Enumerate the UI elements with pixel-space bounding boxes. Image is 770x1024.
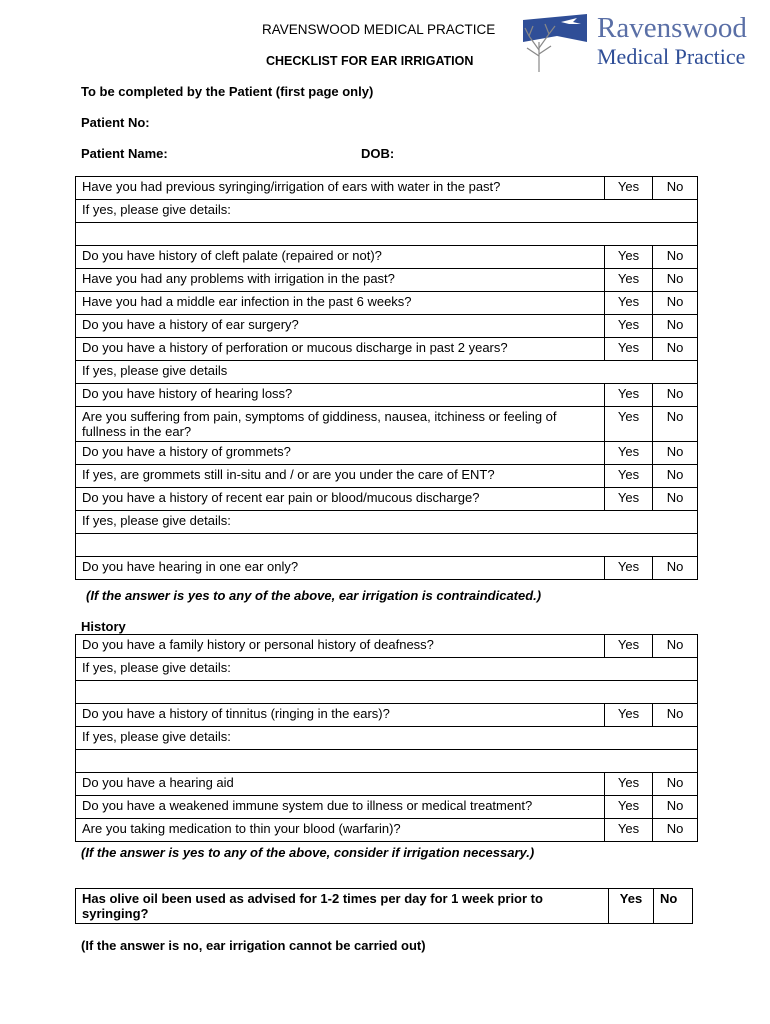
table-row <box>76 246 698 269</box>
yes-option[interactable]: Yes <box>605 292 653 315</box>
yes-option[interactable]: Yes <box>605 246 653 269</box>
question-text: Do you have history of hearing loss? <box>76 384 605 407</box>
table-row <box>76 750 698 773</box>
question-text: Do you have a history of perforation or mucous discharge in past 2 years? <box>76 338 605 361</box>
question-text: Do you have a history of grommets? <box>76 442 605 465</box>
table-row <box>76 704 698 727</box>
no-option[interactable]: No <box>653 488 698 511</box>
no-option[interactable]: No <box>653 292 698 315</box>
history-table <box>75 634 698 842</box>
question-text: Do you have a history of ear surgery? <box>76 315 605 338</box>
olive-oil-question: Has olive oil been used as advised for 1-2 times per day for 1 week prior to syringing? <box>76 889 609 924</box>
table-row <box>76 658 698 681</box>
yes-option[interactable]: Yes <box>605 338 653 361</box>
yes-option[interactable]: Yes <box>609 889 654 924</box>
yes-option[interactable]: Yes <box>605 819 653 842</box>
yes-option[interactable]: Yes <box>605 704 653 727</box>
details-label: If yes, please give details: <box>76 727 698 750</box>
patient-no-label: Patient No: <box>81 115 150 130</box>
table-row <box>76 511 698 534</box>
question-text: Do you have a history of recent ear pain or blood/mucous discharge? <box>76 488 605 511</box>
contraindication-note: (If the answer is yes to any of the above, ear irrigation is contraindicated.) <box>86 588 542 603</box>
question-text: Do you have a weakened immune system due to illness or medical treatment? <box>76 796 605 819</box>
practice-name: RAVENSWOOD MEDICAL PRACTICE <box>262 22 496 37</box>
details-field[interactable] <box>76 750 698 773</box>
table-row <box>76 773 698 796</box>
instruction-text: To be completed by the Patient (first page only) <box>81 84 374 99</box>
logo-text-medical-practice: Medical Practice <box>597 44 746 69</box>
table-row <box>76 269 698 292</box>
yes-option[interactable]: Yes <box>605 442 653 465</box>
yes-option[interactable]: Yes <box>605 269 653 292</box>
no-option[interactable]: No <box>653 315 698 338</box>
no-option[interactable]: No <box>653 384 698 407</box>
dob-label: DOB: <box>361 146 395 161</box>
details-field[interactable] <box>76 223 698 246</box>
question-text: Have you had a middle ear infection in the past 6 weeks? <box>76 292 605 315</box>
no-option[interactable]: No <box>653 465 698 488</box>
table-row <box>76 384 698 407</box>
table-row <box>76 177 698 200</box>
question-text: Do you have history of cleft palate (repaired or not)? <box>76 246 605 269</box>
table-row <box>76 488 698 511</box>
contraindications-table <box>75 176 698 580</box>
yes-option[interactable]: Yes <box>605 315 653 338</box>
olive-oil-note: (If the answer is no, ear irrigation cannot be carried out) <box>81 938 426 953</box>
no-option[interactable]: No <box>653 246 698 269</box>
table-row <box>76 635 698 658</box>
details-label: If yes, please give details: <box>76 658 698 681</box>
yes-option[interactable]: Yes <box>605 407 653 442</box>
yes-option[interactable]: Yes <box>605 177 653 200</box>
yes-option[interactable]: Yes <box>605 384 653 407</box>
table-row <box>76 200 698 223</box>
details-field[interactable] <box>76 681 698 704</box>
details-label: If yes, please give details <box>76 361 698 384</box>
patient-name-label: Patient Name: <box>81 146 168 161</box>
yes-option[interactable]: Yes <box>605 557 653 580</box>
table-row <box>76 534 698 557</box>
no-option[interactable]: No <box>653 407 698 442</box>
question-text: Are you suffering from pain, symptoms of giddiness, nausea, itchiness or feeling of fullness in the ear? <box>76 407 605 442</box>
question-text: Have you had any problems with irrigation in the past? <box>76 269 605 292</box>
table-row <box>76 292 698 315</box>
yes-option[interactable]: Yes <box>605 796 653 819</box>
table-row <box>76 442 698 465</box>
details-label: If yes, please give details: <box>76 511 698 534</box>
table-row <box>76 361 698 384</box>
question-text: If yes, are grommets still in-situ and / or are you under the care of ENT? <box>76 465 605 488</box>
table-row <box>76 819 698 842</box>
irrigation-consider-note: (If the answer is yes to any of the above, consider if irrigation necessary.) <box>81 845 535 860</box>
olive-oil-table <box>75 888 693 924</box>
question-text: Do you have hearing in one ear only? <box>76 557 605 580</box>
details-field[interactable] <box>76 534 698 557</box>
table-row <box>76 407 698 442</box>
no-option[interactable]: No <box>654 889 693 924</box>
no-option[interactable]: No <box>653 704 698 727</box>
no-option[interactable]: No <box>653 819 698 842</box>
no-option[interactable]: No <box>653 442 698 465</box>
details-label: If yes, please give details: <box>76 200 698 223</box>
table-row <box>76 727 698 750</box>
tree-icon <box>517 12 595 74</box>
no-option[interactable]: No <box>653 773 698 796</box>
table-row <box>76 223 698 246</box>
table-row <box>76 465 698 488</box>
no-option[interactable]: No <box>653 269 698 292</box>
no-option[interactable]: No <box>653 796 698 819</box>
yes-option[interactable]: Yes <box>605 773 653 796</box>
practice-logo <box>517 12 757 74</box>
table-row <box>76 315 698 338</box>
history-heading: History <box>81 619 126 634</box>
table-row <box>76 889 693 924</box>
question-text: Do you have a history of tinnitus (ringing in the ears)? <box>76 704 605 727</box>
question-text: Are you taking medication to thin your blood (warfarin)? <box>76 819 605 842</box>
yes-option[interactable]: Yes <box>605 488 653 511</box>
no-option[interactable]: No <box>653 177 698 200</box>
table-row <box>76 338 698 361</box>
table-row <box>76 796 698 819</box>
no-option[interactable]: No <box>653 635 698 658</box>
no-option[interactable]: No <box>653 338 698 361</box>
question-text: Do you have a hearing aid <box>76 773 605 796</box>
logo-text-ravenswood: Ravenswood <box>597 12 747 44</box>
form-title: CHECKLIST FOR EAR IRRIGATION <box>266 54 474 68</box>
yes-option[interactable]: Yes <box>605 465 653 488</box>
no-option[interactable]: No <box>653 557 698 580</box>
table-row <box>76 681 698 704</box>
table-row <box>76 557 698 580</box>
question-text: Have you had previous syringing/irrigation of ears with water in the past? <box>76 177 605 200</box>
question-text: Do you have a family history or personal history of deafness? <box>76 635 605 658</box>
yes-option[interactable]: Yes <box>605 635 653 658</box>
